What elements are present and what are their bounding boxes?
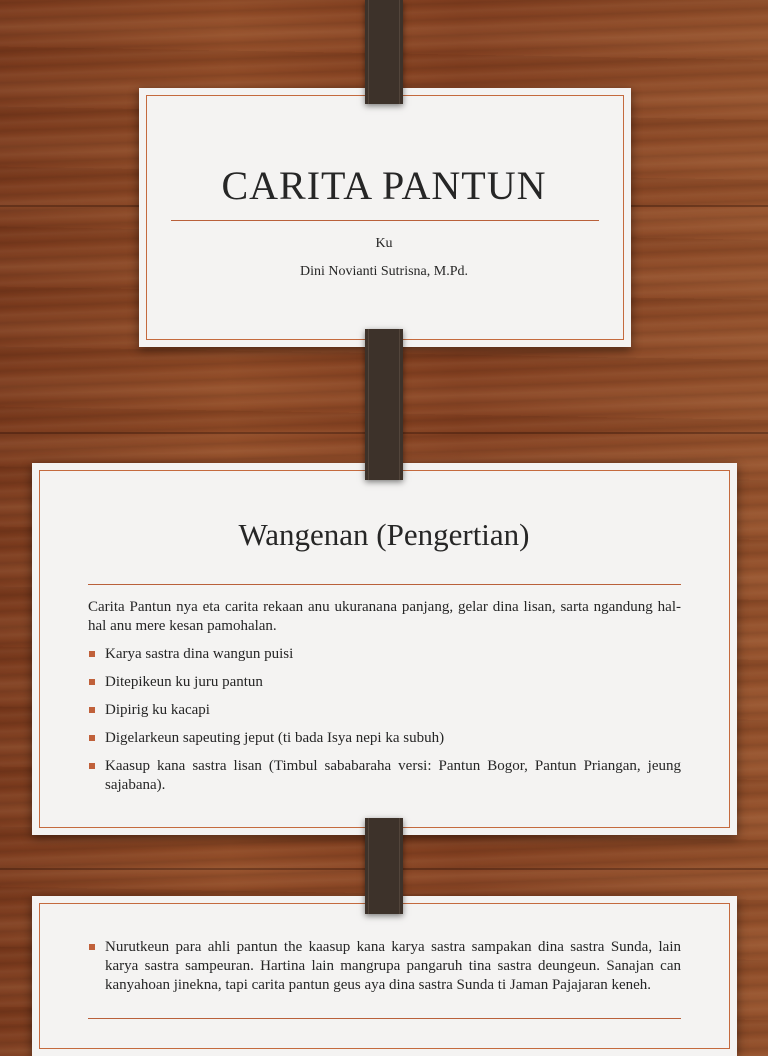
title-slide-card	[139, 88, 631, 347]
list-item	[88, 729, 681, 748]
connector-strap	[365, 818, 403, 914]
definition-bullet-list	[88, 645, 681, 804]
bullet-text: Kaasup kana sastra lisan (Timbul sababaraha versi: Pantun Bogor, Pantun Priangan, jeung sajabana).	[105, 758, 681, 793]
list-item	[88, 938, 681, 995]
bullet-text: Digelarkeun sapeuting jeput (ti bada Isya nepi ka subuh)	[105, 730, 445, 746]
bullet-square-icon	[89, 651, 95, 657]
heading-divider	[88, 584, 681, 585]
card-frame	[146, 95, 624, 340]
bullet-square-icon	[89, 679, 95, 685]
presentation-title: CARITA PANTUN	[221, 163, 547, 208]
bullet-square-icon	[89, 735, 95, 741]
connector-strap	[365, 329, 403, 480]
list-item	[88, 645, 681, 664]
author-name: Dini Novianti Sutrisna, M.Pd.	[299, 264, 468, 279]
slide-divider	[88, 1018, 681, 1019]
bullet-text: Nurutkeun para ahli pantun the kaasup kana karya sastra sampakan dina sastra Sunda, lain karya sastra sampeuran. Hartina lain mangrupa pangaruh tina sastra deungeun. Sanajan can kanyahoan jinekna, tapi carita pantun geus aya dina sastra Sunda ti Jaman Pajajaran keneh.	[105, 939, 681, 993]
list-item	[88, 673, 681, 692]
bullet-square-icon	[89, 944, 95, 950]
history-bullet-list	[88, 938, 681, 1004]
bullet-square-icon	[89, 707, 95, 713]
bullet-text: Dipirig ku kacapi	[105, 702, 210, 718]
bullet-text: Ditepikeun ku juru pantun	[105, 674, 263, 690]
connector-strap	[365, 0, 403, 104]
bullet-text: Karya sastra dina wangun puisi	[105, 646, 294, 662]
bullet-square-icon	[89, 763, 95, 769]
list-item	[88, 701, 681, 720]
definition-paragraph: Carita Pantun nya eta carita rekaan anu ukuranana panjang, gelar dina lisan, sarta ngandung hal-hal anu mere kesan pamohalan.	[88, 599, 681, 634]
title-divider	[171, 220, 599, 221]
author-by-label: Ku	[375, 236, 393, 251]
slide-heading: Wangenan (Pengertian)	[238, 517, 530, 552]
list-item	[88, 757, 681, 795]
